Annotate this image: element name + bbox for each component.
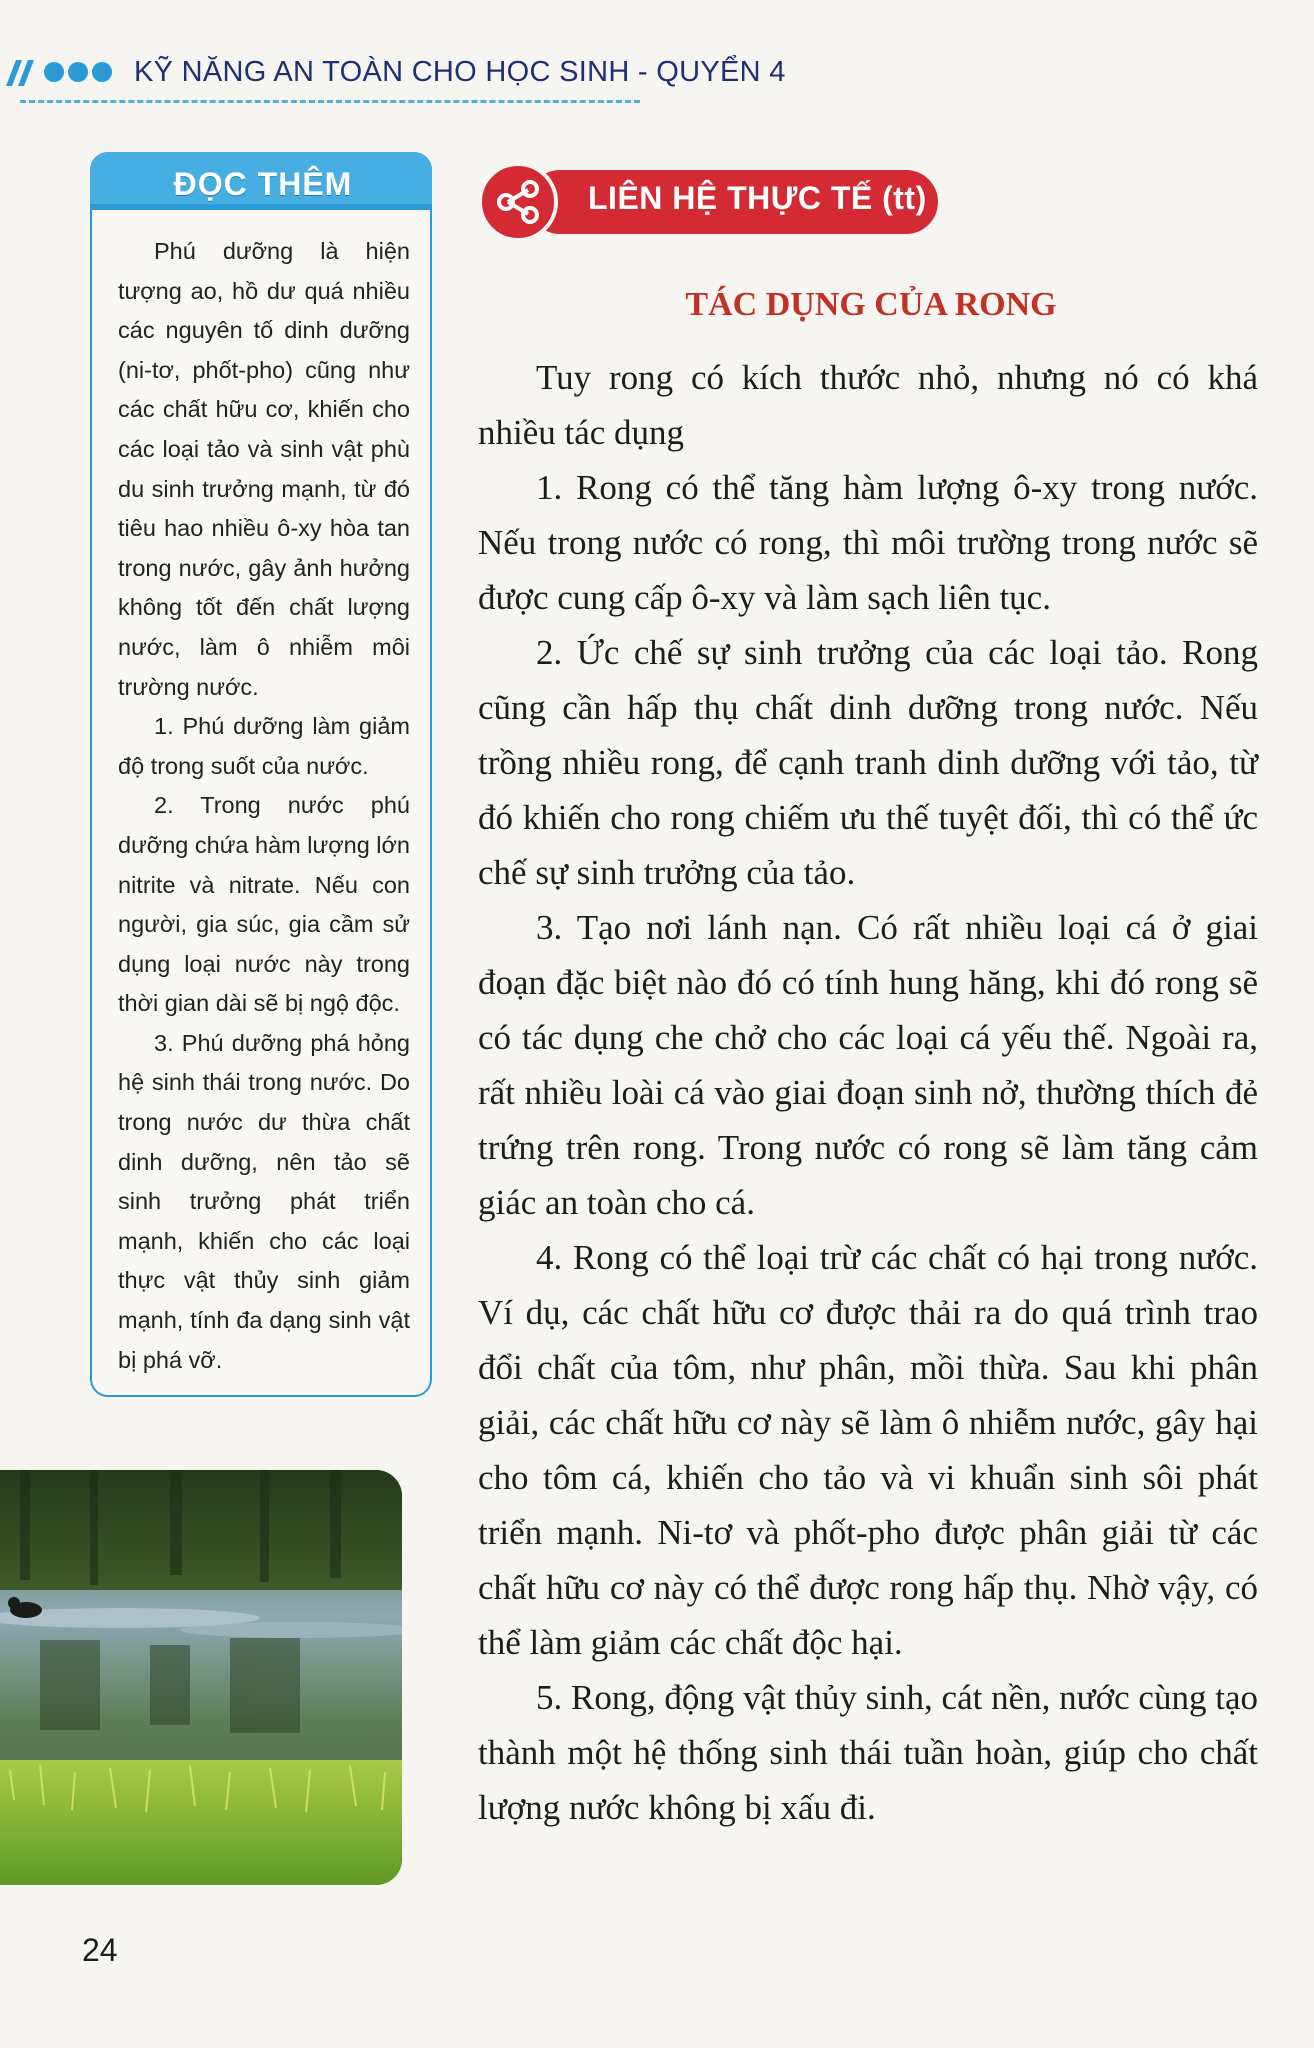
article-paragraph: 4. Rong có thể loại trừ các chất có hại trong nước. Ví dụ, các chất hữu cơ được thải ra do quá trình trao đổi chất của tôm, như phân, mồi thừa. Sau khi phân giải, các chất hữu cơ này sẽ làm ô nhiễm nước, gây hại cho tôm cá, khiến cho tảo và vi khuẩn sinh sôi phát triển mạnh. Ni-tơ và phốt-pho được phân giải từ các chất hữu cơ này có thể được rong hấp thụ. Nhờ vậy, có thể làm giảm các chất độc hại. [478,1238,1258,1662]
article-paragraph: 3. Tạo nơi lánh nạn. Có rất nhiều loại cá ở giai đoạn đặc biệt nào đó có tính hung hăng, khi đó rong sẽ có tác dụng che chở cho các loại cá yếu thế. Ngoài ra, rất nhiều loài cá vào giai đoạn sinh nở, thường thích đẻ trứng trên rong. Trong nước có rong sẽ làm tăng cảm giác an toàn cho cá. [478,908,1258,1222]
article-paragraph: 2. Ức chế sự sinh trưởng của các loại tảo. Rong cũng cần hấp thụ chất dinh dưỡng trong nước. Nếu trồng nhiều rong, để cạnh tranh dinh dưỡng với tảo, từ đó khiến cho rong chiếm ưu thế tuyệt đối, thì có thể ức chế sự sinh trưởng của tảo. [478,633,1258,892]
article-body [478,350,1258,1835]
slash-decoration-icon [0,60,38,86]
banner-icon-circle [478,162,558,242]
read-more-paragraph: 1. Phú dưỡng làm giảm độ trong suốt của nước. [118,713,410,779]
running-header [0,52,1314,112]
section-title: TÁC DỤNG CỦA RONG [685,286,1057,323]
book-title: KỸ NĂNG AN TOÀN CHO HỌC SINH - QUYỂN 4 [134,56,786,88]
section-banner [478,162,940,242]
read-more-paragraph: 3. Phú dưỡng phá hỏng hệ sinh thái trong nước. Do trong nước dư thừa chất dinh dưỡng, nên tảo sẽ sinh trưởng phát triển mạnh, khiến cho các loại thực vật thủy sinh giảm mạnh, tính đa dạng sinh vật bị phá vỡ. [118,1029,410,1373]
banner-label: LIÊN HỆ THỰC TẾ (tt) [588,180,927,216]
read-more-body [118,232,410,1380]
read-more-title: ĐỌC THÊM [173,166,353,202]
read-more-paragraph: 2. Trong nước phú dưỡng chứa hàm lượng lớn nitrite và nitrate. Nếu con người, gia súc, gia cầm sử dụng loại nước này trong thời gian dài sẽ bị ngộ độc. [118,792,411,1017]
article-paragraph: 5. Rong, động vật thủy sinh, cát nền, nước cùng tạo thành một hệ thống sinh thái tuần hoàn, giúp cho chất lượng nước không bị xấu đi. [478,1678,1258,1827]
page-number: 24 [82,1932,118,1968]
header-divider [20,100,640,103]
pond-photo [0,1470,402,1885]
read-more-box [90,152,432,1397]
dots-decoration-icon [44,62,112,82]
pond-illustration [0,1470,402,1885]
share-icon [494,178,542,226]
article-paragraph: Tuy rong có kích thước nhỏ, nhưng nó có khá nhiều tác dụng [478,358,1258,452]
read-more-paragraph: Phú dưỡng là hiện tượng ao, hồ dư quá nhiều các nguyên tố dinh dưỡng (ni-tơ, phốt-pho) cũng như các chất hữu cơ, khiến cho các loại tảo và sinh vật phù du sinh trưởng mạnh, từ đó tiêu hao nhiều ô-xy hòa tan trong nước, gây ảnh hưởng không tốt đến chất lượng nước, làm ô nhiễm môi trường nước. [118,238,410,700]
article-paragraph: 1. Rong có thể tăng hàm lượng ô-xy trong nước. Nếu trong nước có rong, thì môi trường trong nước sẽ được cung cấp ô-xy và làm sạch liên tục. [478,468,1258,617]
